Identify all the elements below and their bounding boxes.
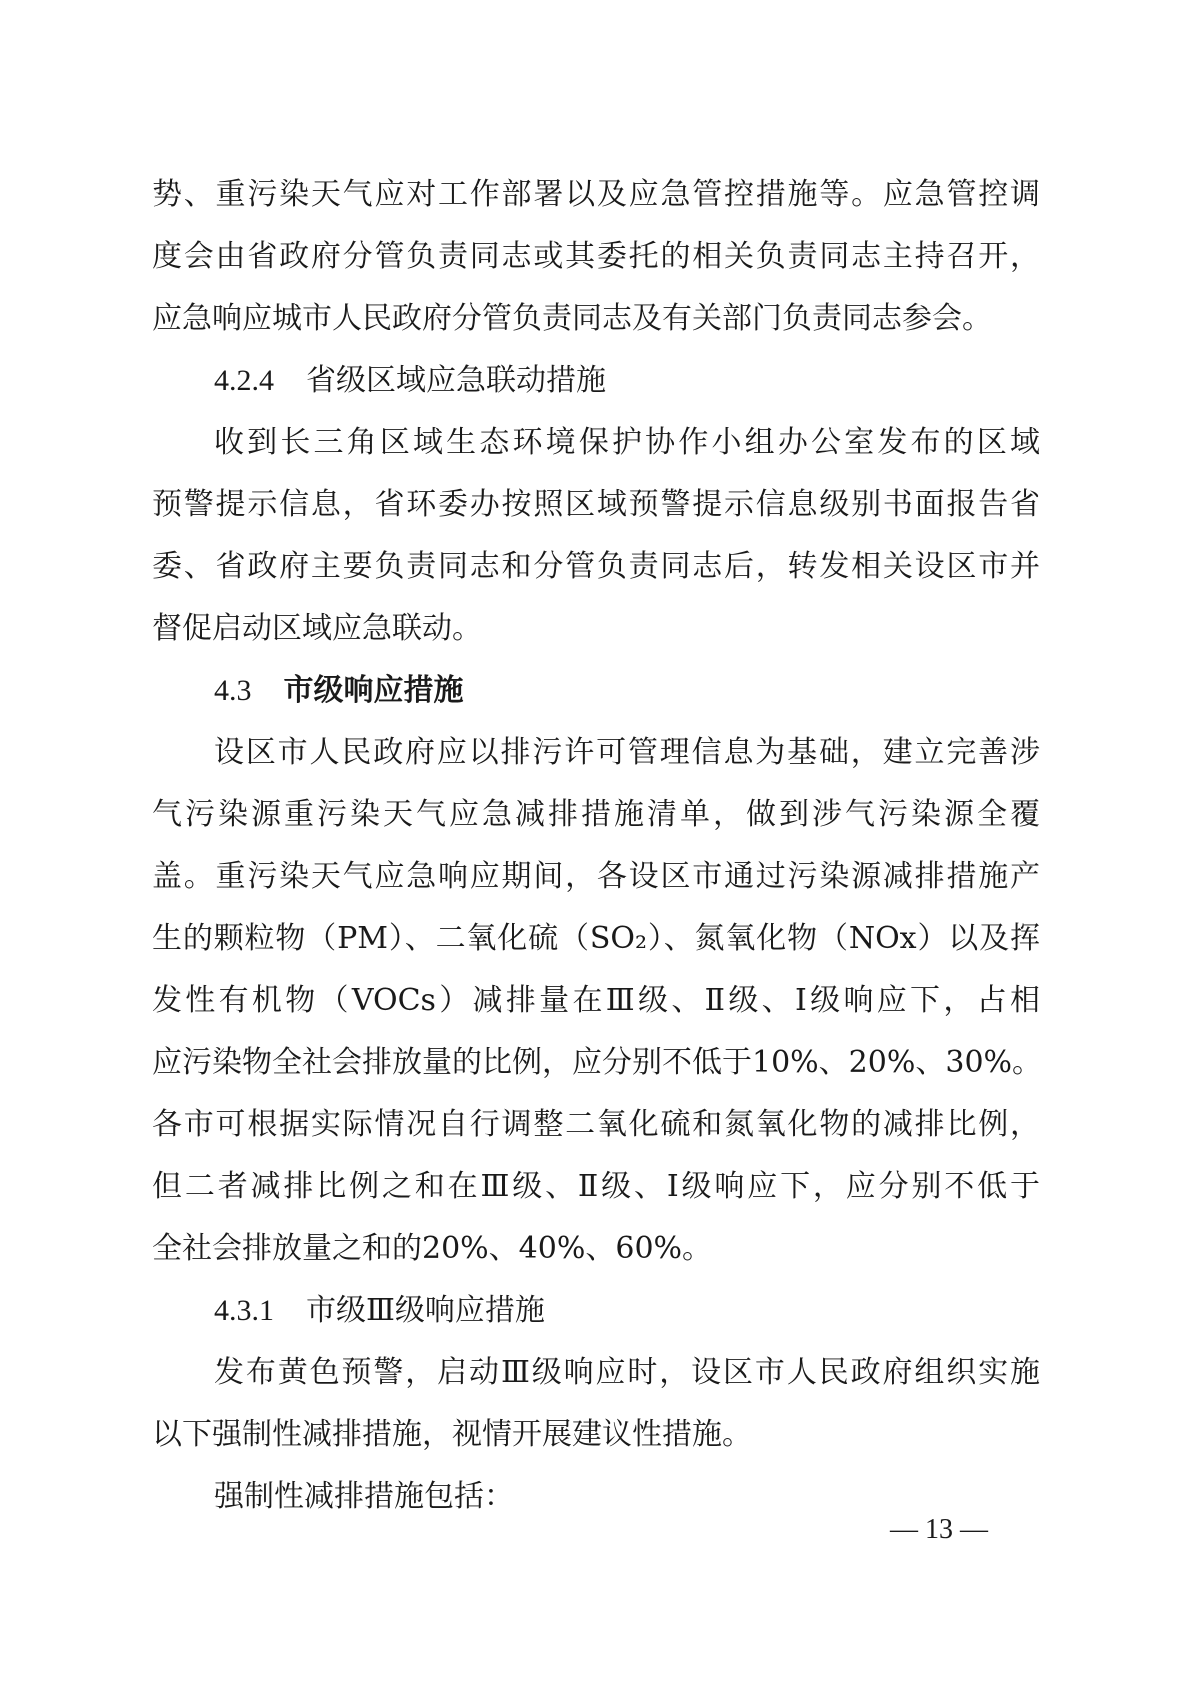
text-line: 发布黄色预警，启动Ⅲ级响应时，设区市人民政府组织实施 [214,1355,1040,1390]
section-number: 4.3.1 [214,1294,274,1327]
text-line: 强制性减排措施包括： [214,1479,514,1514]
section-heading [214,666,464,716]
text-line: 应急响应城市人民政府分管负责同志及有关部门负责同志参会。 [152,301,992,336]
text-line: 以下强制性减排措施，视情开展建议性措施。 [152,1417,752,1452]
section-heading [214,1286,545,1336]
text-line: 设区市人民政府应以排污许可管理信息为基础，建立完善涉 [214,735,1040,770]
text-line: 委、省政府主要负责同志和分管负责同志后，转发相关设区市并 [152,549,1040,584]
text-line: 全社会排放量之和的20%、40%、60%。 [152,1231,713,1266]
text-line: 督促启动区域应急联动。 [152,611,482,646]
text-line: 盖。重污染天气应急响应期间，各设区市通过污染源减排措施产 [152,859,1040,894]
text-line: 势、重污染天气应对工作部署以及应急管控措施等。应急管控调 [152,177,1040,212]
text-line: 各市可根据实际情况自行调整二氧化硫和氮氧化物的减排比例， [152,1107,1040,1142]
section-title: 省级区域应急联动措施 [306,363,606,398]
section-number: 4.3 [214,674,252,707]
text-line: 应污染物全社会排放量的比例，应分别不低于10%、20%、30%。 [152,1045,1043,1080]
text-line: 预警提示信息，省环委办按照区域预警提示信息级别书面报告省 [152,487,1040,522]
text-line: 收到长三角区域生态环境保护协作小组办公室发布的区域 [214,425,1040,460]
section-title: 市级响应措施 [283,673,464,708]
text-line: 发性有机物（VOCs）减排量在Ⅲ级、Ⅱ级、Ⅰ级响应下，占相 [152,983,1040,1018]
section-number: 4.2.4 [214,364,274,397]
page-number: — 13 — [890,1514,988,1545]
section-title: 市级Ⅲ级响应措施 [306,1293,545,1328]
text-line: 度会由省政府分管负责同志或其委托的相关负责同志主持召开， [152,239,1040,274]
text-line: 生的颗粒物（PM）、二氧化硫（SO₂）、氮氧化物（NOx）以及挥 [152,921,1040,956]
text-line: 气污染源重污染天气应急减排措施清单，做到涉气污染源全覆 [152,797,1040,832]
section-heading [214,356,606,406]
text-line: 但二者减排比例之和在Ⅲ级、Ⅱ级、Ⅰ级响应下，应分别不低于 [152,1169,1040,1204]
